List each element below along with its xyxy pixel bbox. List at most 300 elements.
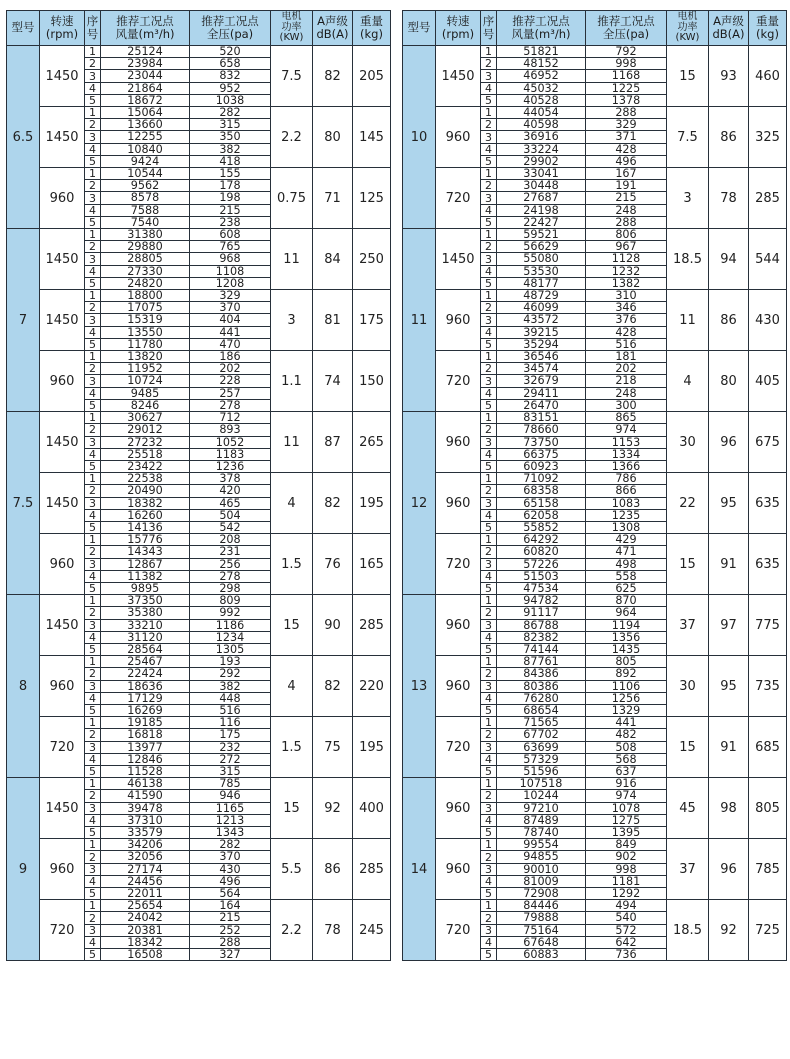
pressure-cell: 428 <box>586 143 667 155</box>
pressure-cell: 116 <box>190 717 271 729</box>
flow-cell: 44054 <box>497 107 586 119</box>
pressure-cell: 849 <box>586 839 667 851</box>
seq-cell: 4 <box>85 387 101 399</box>
power-cell: 15 <box>667 46 709 107</box>
seq-cell: 1 <box>481 839 497 851</box>
seq-cell: 5 <box>481 460 497 472</box>
seq-cell: 1 <box>85 656 101 668</box>
flow-cell: 22011 <box>101 888 190 900</box>
seq-cell: 1 <box>85 168 101 180</box>
pressure-cell: 1329 <box>586 704 667 716</box>
right-spec-panel <box>402 10 786 1056</box>
seq-cell: 3 <box>481 558 497 570</box>
seq-cell: 1 <box>85 534 101 546</box>
flow-cell: 20381 <box>101 924 190 936</box>
weight-cell: 245 <box>353 900 391 961</box>
seq-cell: 2 <box>85 546 101 558</box>
noise-cell: 96 <box>709 412 749 473</box>
seq-cell: 3 <box>85 253 101 265</box>
seq-cell: 3 <box>85 924 101 936</box>
flow-cell: 35380 <box>101 607 190 619</box>
flow-cell: 10244 <box>497 790 586 802</box>
table-row <box>7 46 391 58</box>
seq-cell: 3 <box>481 619 497 631</box>
pressure-cell: 542 <box>190 521 271 533</box>
weight-cell: 285 <box>353 595 391 656</box>
pressure-cell: 558 <box>586 570 667 582</box>
pressure-cell: 471 <box>586 546 667 558</box>
flow-cell: 83151 <box>497 412 586 424</box>
seq-cell: 4 <box>85 936 101 948</box>
header-weight: 重量 (kg) <box>749 11 787 46</box>
pressure-cell: 298 <box>190 582 271 594</box>
flow-cell: 34574 <box>497 363 586 375</box>
seq-cell: 2 <box>85 119 101 131</box>
seq-cell: 3 <box>85 619 101 631</box>
pressure-cell: 350 <box>190 131 271 143</box>
power-cell: 37 <box>667 595 709 656</box>
pressure-cell: 1343 <box>190 827 271 839</box>
seq-cell: 1 <box>481 717 497 729</box>
flow-cell: 16269 <box>101 704 190 716</box>
seq-cell: 4 <box>481 814 497 826</box>
weight-cell: 285 <box>749 168 787 229</box>
flow-cell: 27687 <box>497 192 586 204</box>
flow-cell: 29880 <box>101 241 190 253</box>
flow-cell: 73750 <box>497 436 586 448</box>
seq-cell: 1 <box>481 534 497 546</box>
header-noise: A声级 dB(A) <box>709 11 749 46</box>
flow-cell: 39478 <box>101 802 190 814</box>
table-row <box>403 107 787 119</box>
pressure-cell: 992 <box>190 607 271 619</box>
pressure-cell: 712 <box>190 412 271 424</box>
pressure-cell: 420 <box>190 485 271 497</box>
speed-cell: 720 <box>436 351 481 412</box>
speed-cell: 960 <box>436 595 481 656</box>
seq-cell: 4 <box>481 326 497 338</box>
pressure-cell: 498 <box>586 558 667 570</box>
pressure-cell: 1153 <box>586 436 667 448</box>
seq-cell: 5 <box>481 827 497 839</box>
noise-cell: 82 <box>313 656 353 717</box>
flow-cell: 13550 <box>101 326 190 338</box>
seq-cell: 5 <box>481 521 497 533</box>
power-cell: 3 <box>667 168 709 229</box>
seq-cell: 2 <box>85 912 101 924</box>
flow-cell: 10840 <box>101 143 190 155</box>
pressure-cell: 282 <box>190 839 271 851</box>
flow-cell: 78660 <box>497 424 586 436</box>
noise-cell: 96 <box>709 839 749 900</box>
seq-cell: 2 <box>85 851 101 863</box>
weight-cell: 635 <box>749 534 787 595</box>
seq-cell: 1 <box>481 168 497 180</box>
pressure-cell: 232 <box>190 741 271 753</box>
pressure-cell: 998 <box>586 58 667 70</box>
speed-cell: 720 <box>436 168 481 229</box>
weight-cell: 125 <box>353 168 391 229</box>
power-cell: 18.5 <box>667 900 709 961</box>
noise-cell: 87 <box>313 412 353 473</box>
pressure-cell: 218 <box>586 375 667 387</box>
pressure-cell: 329 <box>190 290 271 302</box>
flow-cell: 12867 <box>101 558 190 570</box>
flow-cell: 79888 <box>497 912 586 924</box>
noise-cell: 92 <box>709 900 749 961</box>
seq-cell: 5 <box>85 643 101 655</box>
pressure-cell: 428 <box>586 326 667 338</box>
power-cell: 7.5 <box>667 107 709 168</box>
seq-cell: 1 <box>85 351 101 363</box>
speed-cell: 960 <box>436 107 481 168</box>
seq-cell: 3 <box>481 314 497 326</box>
flow-cell: 76280 <box>497 692 586 704</box>
flow-cell: 81009 <box>497 875 586 887</box>
noise-cell: 76 <box>313 534 353 595</box>
seq-cell: 1 <box>85 778 101 790</box>
flow-cell: 86788 <box>497 619 586 631</box>
pressure-cell: 288 <box>190 936 271 948</box>
power-cell: 4 <box>271 656 313 717</box>
seq-cell: 5 <box>85 888 101 900</box>
speed-cell: 960 <box>436 412 481 473</box>
seq-cell: 4 <box>481 143 497 155</box>
flow-cell: 35294 <box>497 338 586 350</box>
flow-cell: 8578 <box>101 192 190 204</box>
flow-cell: 84446 <box>497 900 586 912</box>
flow-cell: 30627 <box>101 412 190 424</box>
left-spec-table <box>6 10 391 961</box>
noise-cell: 91 <box>709 534 749 595</box>
flow-cell: 48177 <box>497 277 586 289</box>
left-spec-body <box>7 46 391 961</box>
pressure-cell: 202 <box>586 363 667 375</box>
pressure-cell: 430 <box>190 863 271 875</box>
seq-cell: 1 <box>481 656 497 668</box>
seq-cell: 1 <box>481 595 497 607</box>
table-row <box>7 717 391 729</box>
pressure-cell: 496 <box>190 875 271 887</box>
pressure-cell: 470 <box>190 338 271 350</box>
flow-cell: 60820 <box>497 546 586 558</box>
flow-cell: 28805 <box>101 253 190 265</box>
pressure-cell: 516 <box>190 704 271 716</box>
pressure-cell: 376 <box>586 314 667 326</box>
table-row <box>7 595 391 607</box>
power-cell: 15 <box>271 595 313 656</box>
weight-cell: 175 <box>353 290 391 351</box>
seq-cell: 2 <box>481 851 497 863</box>
seq-cell: 3 <box>85 863 101 875</box>
flow-cell: 20490 <box>101 485 190 497</box>
seq-cell: 3 <box>85 680 101 692</box>
seq-cell: 5 <box>481 888 497 900</box>
flow-cell: 91117 <box>497 607 586 619</box>
pressure-cell: 893 <box>190 424 271 436</box>
power-cell: 1.5 <box>271 717 313 778</box>
flow-cell: 57226 <box>497 558 586 570</box>
seq-cell: 3 <box>481 497 497 509</box>
pressure-cell: 164 <box>190 900 271 912</box>
table-row <box>403 168 787 180</box>
speed-cell: 1450 <box>40 778 85 839</box>
left-spec-panel <box>6 10 390 1056</box>
flow-cell: 24042 <box>101 912 190 924</box>
noise-cell: 93 <box>709 46 749 107</box>
flow-cell: 46099 <box>497 302 586 314</box>
pressure-cell: 964 <box>586 607 667 619</box>
flow-cell: 60883 <box>497 949 586 961</box>
seq-cell: 3 <box>481 741 497 753</box>
flow-cell: 41590 <box>101 790 190 802</box>
seq-cell: 3 <box>481 680 497 692</box>
seq-cell: 1 <box>85 107 101 119</box>
pressure-cell: 520 <box>190 46 271 58</box>
power-cell: 0.75 <box>271 168 313 229</box>
pressure-cell: 1435 <box>586 643 667 655</box>
flow-cell: 22424 <box>101 668 190 680</box>
pressure-cell: 382 <box>190 680 271 692</box>
pressure-cell: 765 <box>190 241 271 253</box>
seq-cell: 2 <box>85 58 101 70</box>
flow-cell: 33224 <box>497 143 586 155</box>
pressure-cell: 504 <box>190 509 271 521</box>
flow-cell: 23984 <box>101 58 190 70</box>
pressure-cell: 1308 <box>586 521 667 533</box>
pressure-cell: 564 <box>190 888 271 900</box>
power-cell: 1.5 <box>271 534 313 595</box>
pressure-cell: 809 <box>190 595 271 607</box>
header-flow: 推荐工况点 风量(m³/h) <box>101 11 190 46</box>
speed-cell: 1450 <box>40 412 85 473</box>
pressure-cell: 346 <box>586 302 667 314</box>
pressure-cell: 1378 <box>586 94 667 106</box>
power-cell: 15 <box>667 717 709 778</box>
pressure-cell: 967 <box>586 241 667 253</box>
pressure-cell: 625 <box>586 582 667 594</box>
pressure-cell: 736 <box>586 949 667 961</box>
pressure-cell: 637 <box>586 765 667 777</box>
seq-cell: 3 <box>481 863 497 875</box>
seq-cell: 3 <box>85 375 101 387</box>
pressure-cell: 946 <box>190 790 271 802</box>
flow-cell: 26470 <box>497 399 586 411</box>
seq-cell: 3 <box>481 924 497 936</box>
seq-cell: 2 <box>481 58 497 70</box>
flow-cell: 15319 <box>101 314 190 326</box>
flow-cell: 18636 <box>101 680 190 692</box>
table-row <box>7 778 391 790</box>
pressure-cell: 371 <box>586 131 667 143</box>
pressure-cell: 792 <box>586 46 667 58</box>
noise-cell: 80 <box>313 107 353 168</box>
pressure-cell: 568 <box>586 753 667 765</box>
flow-cell: 25518 <box>101 448 190 460</box>
seq-cell: 5 <box>85 460 101 472</box>
pressure-cell: 1305 <box>190 643 271 655</box>
pressure-cell: 974 <box>586 790 667 802</box>
pressure-cell: 1366 <box>586 460 667 472</box>
noise-cell: 78 <box>709 168 749 229</box>
pressure-cell: 288 <box>586 107 667 119</box>
noise-cell: 71 <box>313 168 353 229</box>
noise-cell: 81 <box>313 290 353 351</box>
seq-cell: 3 <box>85 131 101 143</box>
flow-cell: 11528 <box>101 765 190 777</box>
flow-cell: 24820 <box>101 277 190 289</box>
seq-cell: 4 <box>481 753 497 765</box>
flow-cell: 48152 <box>497 58 586 70</box>
flow-cell: 37310 <box>101 814 190 826</box>
seq-cell: 4 <box>85 875 101 887</box>
flow-cell: 87489 <box>497 814 586 826</box>
speed-cell: 960 <box>40 839 85 900</box>
seq-cell: 2 <box>481 607 497 619</box>
seq-cell: 2 <box>85 790 101 802</box>
seq-cell: 1 <box>481 900 497 912</box>
weight-cell: 805 <box>749 778 787 839</box>
seq-cell: 5 <box>85 827 101 839</box>
table-row <box>403 229 787 241</box>
table-row <box>403 46 787 58</box>
pressure-cell: 370 <box>190 851 271 863</box>
pressure-cell: 572 <box>586 924 667 936</box>
pressure-cell: 429 <box>586 534 667 546</box>
flow-cell: 33579 <box>101 827 190 839</box>
flow-cell: 18672 <box>101 94 190 106</box>
pressure-cell: 786 <box>586 473 667 485</box>
seq-cell: 1 <box>85 595 101 607</box>
pressure-cell: 272 <box>190 753 271 765</box>
seq-cell: 1 <box>85 290 101 302</box>
flow-cell: 55852 <box>497 521 586 533</box>
seq-cell: 1 <box>85 412 101 424</box>
flow-cell: 29902 <box>497 155 586 167</box>
header-pressure: 推荐工况点 全压(pa) <box>190 11 271 46</box>
seq-cell: 2 <box>85 302 101 314</box>
seq-cell: 2 <box>85 729 101 741</box>
pressure-cell: 1038 <box>190 94 271 106</box>
seq-cell: 2 <box>481 180 497 192</box>
seq-cell: 4 <box>85 448 101 460</box>
model-cell: 6.5 <box>7 46 40 229</box>
speed-cell: 960 <box>436 839 481 900</box>
pressure-cell: 382 <box>190 143 271 155</box>
pressure-cell: 181 <box>586 351 667 363</box>
flow-cell: 62058 <box>497 509 586 521</box>
table-row <box>7 229 391 241</box>
flow-cell: 18342 <box>101 936 190 948</box>
weight-cell: 265 <box>353 412 391 473</box>
seq-cell: 1 <box>481 290 497 302</box>
seq-cell: 2 <box>481 729 497 741</box>
flow-cell: 46952 <box>497 70 586 82</box>
flow-cell: 18382 <box>101 497 190 509</box>
seq-cell: 3 <box>481 192 497 204</box>
flow-cell: 9562 <box>101 180 190 192</box>
noise-cell: 97 <box>709 595 749 656</box>
noise-cell: 86 <box>709 107 749 168</box>
seq-cell: 1 <box>85 900 101 912</box>
flow-cell: 82382 <box>497 631 586 643</box>
seq-cell: 2 <box>85 485 101 497</box>
noise-cell: 92 <box>313 778 353 839</box>
seq-cell: 1 <box>481 46 497 58</box>
pressure-cell: 1083 <box>586 497 667 509</box>
header-seq: 序 号 <box>85 11 101 46</box>
flow-cell: 51596 <box>497 765 586 777</box>
pressure-cell: 215 <box>190 204 271 216</box>
weight-cell: 145 <box>353 107 391 168</box>
flow-cell: 14343 <box>101 546 190 558</box>
pressure-cell: 198 <box>190 192 271 204</box>
flow-cell: 15064 <box>101 107 190 119</box>
pressure-cell: 1108 <box>190 265 271 277</box>
noise-cell: 82 <box>313 473 353 534</box>
flow-cell: 43572 <box>497 314 586 326</box>
noise-cell: 95 <box>709 656 749 717</box>
seq-cell: 5 <box>481 338 497 350</box>
table-row <box>7 412 391 424</box>
seq-cell: 2 <box>85 363 101 375</box>
power-cell: 37 <box>667 839 709 900</box>
pressure-cell: 508 <box>586 741 667 753</box>
seq-cell: 2 <box>481 790 497 802</box>
pressure-cell: 1234 <box>190 631 271 643</box>
seq-cell: 5 <box>481 582 497 594</box>
pressure-cell: 1168 <box>586 70 667 82</box>
seq-cell: 2 <box>481 241 497 253</box>
pressure-cell: 238 <box>190 216 271 228</box>
pressure-cell: 998 <box>586 863 667 875</box>
seq-cell: 4 <box>481 570 497 582</box>
flow-cell: 15776 <box>101 534 190 546</box>
weight-cell: 325 <box>749 107 787 168</box>
flow-cell: 45032 <box>497 82 586 94</box>
model-cell: 7 <box>7 229 40 412</box>
flow-cell: 25654 <box>101 900 190 912</box>
flow-cell: 75164 <box>497 924 586 936</box>
seq-cell: 4 <box>85 204 101 216</box>
flow-cell: 60923 <box>497 460 586 472</box>
pressure-cell: 1165 <box>190 802 271 814</box>
seq-cell: 3 <box>481 436 497 448</box>
flow-cell: 24198 <box>497 204 586 216</box>
flow-cell: 13660 <box>101 119 190 131</box>
seq-cell: 5 <box>481 277 497 289</box>
flow-cell: 27330 <box>101 265 190 277</box>
flow-cell: 22538 <box>101 473 190 485</box>
seq-cell: 3 <box>481 253 497 265</box>
speed-cell: 1450 <box>40 229 85 290</box>
seq-cell: 2 <box>481 424 497 436</box>
pressure-cell: 278 <box>190 399 271 411</box>
pressure-cell: 832 <box>190 70 271 82</box>
pressure-cell: 1181 <box>586 875 667 887</box>
seq-cell: 4 <box>481 936 497 948</box>
flow-cell: 32679 <box>497 375 586 387</box>
weight-cell: 220 <box>353 656 391 717</box>
pressure-cell: 193 <box>190 656 271 668</box>
seq-cell: 5 <box>481 94 497 106</box>
flow-cell: 28564 <box>101 643 190 655</box>
speed-cell: 960 <box>40 168 85 229</box>
seq-cell: 4 <box>481 448 497 460</box>
seq-cell: 5 <box>85 765 101 777</box>
speed-cell: 960 <box>40 656 85 717</box>
weight-cell: 430 <box>749 290 787 351</box>
